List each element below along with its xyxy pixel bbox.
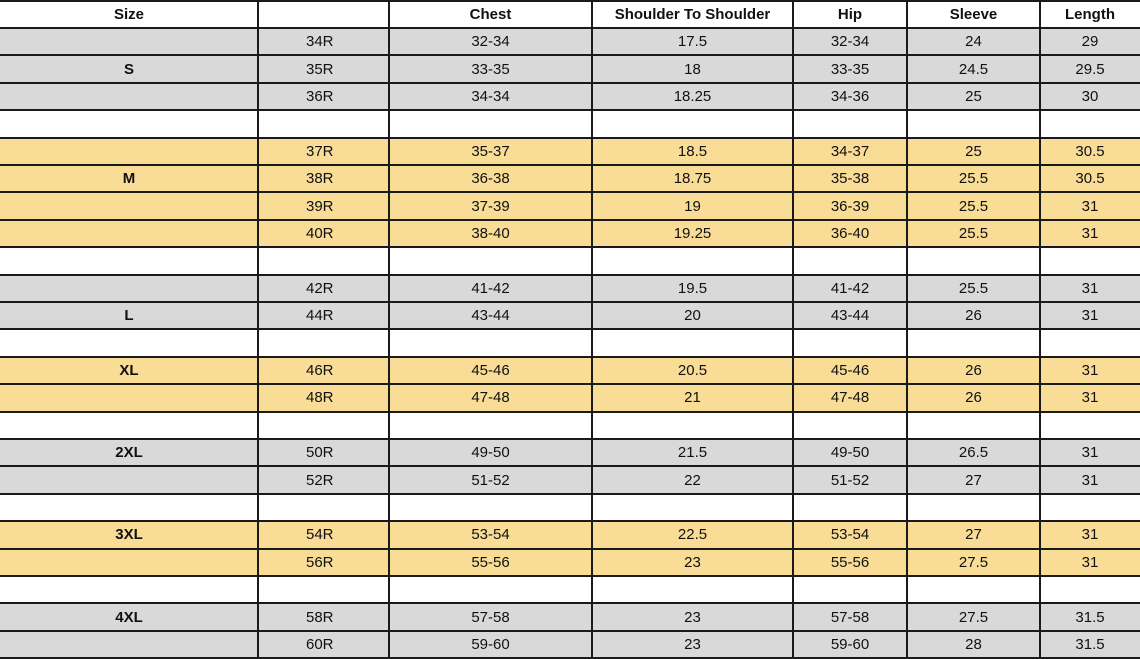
size-cell bbox=[0, 466, 258, 493]
hip-cell: 53-54 bbox=[793, 521, 907, 548]
size-cell: 4XL bbox=[0, 603, 258, 630]
length-cell: 31 bbox=[1040, 302, 1140, 329]
chest-cell: 53-54 bbox=[389, 521, 592, 548]
fit-code-cell: 56R bbox=[258, 549, 389, 576]
fit-code-cell: 36R bbox=[258, 83, 389, 110]
length-cell: 30 bbox=[1040, 83, 1140, 110]
spacer-cell bbox=[592, 247, 793, 274]
length-cell: 29.5 bbox=[1040, 55, 1140, 82]
spacer-cell bbox=[0, 576, 258, 603]
spacer-cell bbox=[1040, 247, 1140, 274]
sleeve-cell: 27 bbox=[907, 521, 1040, 548]
shoulder-cell: 18.25 bbox=[592, 83, 793, 110]
row-divider bbox=[0, 438, 1140, 440]
fit-code-cell: 40R bbox=[258, 220, 389, 247]
size-cell bbox=[0, 549, 258, 576]
row-divider bbox=[0, 356, 1140, 358]
column-divider bbox=[257, 0, 259, 658]
spacer-cell bbox=[793, 110, 907, 137]
column-divider bbox=[388, 0, 390, 658]
shoulder-cell: 21 bbox=[592, 384, 793, 411]
shoulder-cell: 23 bbox=[592, 603, 793, 630]
size-cell bbox=[0, 631, 258, 658]
spacer-cell bbox=[0, 412, 258, 439]
chest-header: Chest bbox=[389, 0, 592, 28]
length-cell: 31 bbox=[1040, 549, 1140, 576]
length-cell: 30.5 bbox=[1040, 138, 1140, 165]
row-divider bbox=[0, 328, 1140, 330]
length-cell: 29 bbox=[1040, 28, 1140, 55]
spacer-cell bbox=[1040, 329, 1140, 356]
hip-cell: 57-58 bbox=[793, 603, 907, 630]
fit-code-cell: 37R bbox=[258, 138, 389, 165]
size-cell bbox=[0, 28, 258, 55]
row-divider bbox=[0, 54, 1140, 56]
row-divider bbox=[0, 137, 1140, 139]
fit-code-cell: 35R bbox=[258, 55, 389, 82]
sleeve-cell: 26 bbox=[907, 384, 1040, 411]
row-divider bbox=[0, 27, 1140, 29]
chest-cell: 33-35 bbox=[389, 55, 592, 82]
size-cell bbox=[0, 275, 258, 302]
hip-cell: 41-42 bbox=[793, 275, 907, 302]
column-divider bbox=[1039, 0, 1041, 658]
column-divider bbox=[906, 0, 908, 658]
chest-cell: 36-38 bbox=[389, 165, 592, 192]
row-divider bbox=[0, 301, 1140, 303]
length-cell: 30.5 bbox=[1040, 165, 1140, 192]
spacer-cell bbox=[258, 576, 389, 603]
row-divider bbox=[0, 493, 1140, 495]
spacer-cell bbox=[907, 412, 1040, 439]
hip-cell: 35-38 bbox=[793, 165, 907, 192]
row-divider bbox=[0, 82, 1140, 84]
fit-code-cell: 46R bbox=[258, 357, 389, 384]
size-cell bbox=[0, 83, 258, 110]
spacer-cell bbox=[1040, 110, 1140, 137]
length-cell: 31 bbox=[1040, 220, 1140, 247]
hip-cell: 49-50 bbox=[793, 439, 907, 466]
spacer-cell bbox=[592, 110, 793, 137]
length-cell: 31 bbox=[1040, 521, 1140, 548]
spacer-cell bbox=[793, 494, 907, 521]
shoulder-cell: 23 bbox=[592, 631, 793, 658]
hip-cell: 33-35 bbox=[793, 55, 907, 82]
sleeve-cell: 26 bbox=[907, 357, 1040, 384]
shoulder-cell: 23 bbox=[592, 549, 793, 576]
sleeve-cell: 27 bbox=[907, 466, 1040, 493]
chest-cell: 35-37 bbox=[389, 138, 592, 165]
size-header: Size bbox=[0, 0, 258, 28]
spacer-cell bbox=[258, 110, 389, 137]
spacer-cell bbox=[258, 329, 389, 356]
length-cell: 31 bbox=[1040, 192, 1140, 219]
fit-code-cell: 39R bbox=[258, 192, 389, 219]
fit-code-cell: 50R bbox=[258, 439, 389, 466]
fit-code-cell: 60R bbox=[258, 631, 389, 658]
row-divider bbox=[0, 219, 1140, 221]
sleeve-cell: 25.5 bbox=[907, 220, 1040, 247]
size-cell bbox=[0, 138, 258, 165]
fit-code-cell: 44R bbox=[258, 302, 389, 329]
row-divider bbox=[0, 602, 1140, 604]
shoulder-cell: 21.5 bbox=[592, 439, 793, 466]
fit-code-header bbox=[258, 0, 389, 28]
row-divider bbox=[0, 520, 1140, 522]
size-cell: S bbox=[0, 55, 258, 82]
row-divider bbox=[0, 191, 1140, 193]
length-cell: 31.5 bbox=[1040, 631, 1140, 658]
chest-cell: 47-48 bbox=[389, 384, 592, 411]
column-divider bbox=[792, 0, 794, 658]
spacer-cell bbox=[907, 329, 1040, 356]
chest-cell: 57-58 bbox=[389, 603, 592, 630]
fit-code-cell: 52R bbox=[258, 466, 389, 493]
hip-cell: 43-44 bbox=[793, 302, 907, 329]
spacer-cell bbox=[592, 494, 793, 521]
hip-cell: 45-46 bbox=[793, 357, 907, 384]
size-cell: XL bbox=[0, 357, 258, 384]
fit-code-cell: 54R bbox=[258, 521, 389, 548]
chest-cell: 38-40 bbox=[389, 220, 592, 247]
spacer-cell bbox=[907, 494, 1040, 521]
sleeve-header: Sleeve bbox=[907, 0, 1040, 28]
size-cell bbox=[0, 192, 258, 219]
chest-cell: 32-34 bbox=[389, 28, 592, 55]
chest-cell: 34-34 bbox=[389, 83, 592, 110]
sleeve-cell: 24.5 bbox=[907, 55, 1040, 82]
chest-cell: 37-39 bbox=[389, 192, 592, 219]
hip-cell: 34-37 bbox=[793, 138, 907, 165]
hip-cell: 34-36 bbox=[793, 83, 907, 110]
chest-cell: 43-44 bbox=[389, 302, 592, 329]
chest-cell: 45-46 bbox=[389, 357, 592, 384]
sleeve-cell: 27.5 bbox=[907, 549, 1040, 576]
spacer-cell bbox=[1040, 412, 1140, 439]
shoulder-cell: 19 bbox=[592, 192, 793, 219]
row-divider bbox=[0, 383, 1140, 385]
shoulder-cell: 22.5 bbox=[592, 521, 793, 548]
sleeve-cell: 24 bbox=[907, 28, 1040, 55]
row-divider bbox=[0, 630, 1140, 632]
hip-cell: 36-39 bbox=[793, 192, 907, 219]
fit-code-cell: 34R bbox=[258, 28, 389, 55]
sleeve-cell: 26.5 bbox=[907, 439, 1040, 466]
hip-cell: 32-34 bbox=[793, 28, 907, 55]
spacer-cell bbox=[793, 329, 907, 356]
row-divider bbox=[0, 411, 1140, 413]
shoulder-cell: 18 bbox=[592, 55, 793, 82]
size-cell: 2XL bbox=[0, 439, 258, 466]
chest-cell: 51-52 bbox=[389, 466, 592, 493]
spacer-cell bbox=[1040, 494, 1140, 521]
size-cell bbox=[0, 384, 258, 411]
shoulder-cell: 20 bbox=[592, 302, 793, 329]
hip-cell: 47-48 bbox=[793, 384, 907, 411]
hip-cell: 55-56 bbox=[793, 549, 907, 576]
row-divider bbox=[0, 465, 1140, 467]
sleeve-cell: 26 bbox=[907, 302, 1040, 329]
length-cell: 31 bbox=[1040, 357, 1140, 384]
sleeve-cell: 25 bbox=[907, 138, 1040, 165]
chest-cell: 59-60 bbox=[389, 631, 592, 658]
spacer-cell bbox=[592, 576, 793, 603]
sleeve-cell: 25.5 bbox=[907, 165, 1040, 192]
length-cell: 31 bbox=[1040, 275, 1140, 302]
spacer-cell bbox=[0, 329, 258, 356]
spacer-cell bbox=[793, 247, 907, 274]
spacer-cell bbox=[0, 247, 258, 274]
shoulder-cell: 22 bbox=[592, 466, 793, 493]
spacer-cell bbox=[907, 110, 1040, 137]
row-divider bbox=[0, 575, 1140, 577]
row-divider bbox=[0, 0, 1140, 2]
spacer-cell bbox=[258, 247, 389, 274]
length-cell: 31 bbox=[1040, 384, 1140, 411]
fit-code-cell: 48R bbox=[258, 384, 389, 411]
fit-code-cell: 58R bbox=[258, 603, 389, 630]
spacer-cell bbox=[258, 494, 389, 521]
row-divider bbox=[0, 548, 1140, 550]
spacer-cell bbox=[258, 412, 389, 439]
spacer-cell bbox=[389, 110, 592, 137]
hip-cell: 36-40 bbox=[793, 220, 907, 247]
chest-cell: 41-42 bbox=[389, 275, 592, 302]
spacer-cell bbox=[907, 247, 1040, 274]
size-cell bbox=[0, 220, 258, 247]
sleeve-cell: 25 bbox=[907, 83, 1040, 110]
hip-cell: 51-52 bbox=[793, 466, 907, 493]
shoulder-cell: 18.5 bbox=[592, 138, 793, 165]
spacer-cell bbox=[1040, 576, 1140, 603]
spacer-cell bbox=[0, 494, 258, 521]
sleeve-cell: 28 bbox=[907, 631, 1040, 658]
spacer-cell bbox=[592, 412, 793, 439]
length-cell: 31.5 bbox=[1040, 603, 1140, 630]
hip-header: Hip bbox=[793, 0, 907, 28]
shoulder-header: Shoulder To Shoulder bbox=[592, 0, 793, 28]
row-divider bbox=[0, 164, 1140, 166]
row-divider bbox=[0, 274, 1140, 276]
sleeve-cell: 25.5 bbox=[907, 192, 1040, 219]
length-header: Length bbox=[1040, 0, 1140, 28]
sleeve-cell: 27.5 bbox=[907, 603, 1040, 630]
spacer-cell bbox=[907, 576, 1040, 603]
row-divider bbox=[0, 109, 1140, 111]
length-cell: 31 bbox=[1040, 466, 1140, 493]
column-divider bbox=[591, 0, 593, 658]
fit-code-cell: 42R bbox=[258, 275, 389, 302]
spacer-cell bbox=[389, 412, 592, 439]
shoulder-cell: 20.5 bbox=[592, 357, 793, 384]
spacer-cell bbox=[793, 412, 907, 439]
fit-code-cell: 38R bbox=[258, 165, 389, 192]
shoulder-cell: 19.5 bbox=[592, 275, 793, 302]
spacer-cell bbox=[793, 576, 907, 603]
spacer-cell bbox=[389, 576, 592, 603]
row-divider bbox=[0, 246, 1140, 248]
shoulder-cell: 19.25 bbox=[592, 220, 793, 247]
size-cell: M bbox=[0, 165, 258, 192]
hip-cell: 59-60 bbox=[793, 631, 907, 658]
spacer-cell bbox=[0, 110, 258, 137]
shoulder-cell: 18.75 bbox=[592, 165, 793, 192]
length-cell: 31 bbox=[1040, 439, 1140, 466]
chest-cell: 49-50 bbox=[389, 439, 592, 466]
size-cell: 3XL bbox=[0, 521, 258, 548]
size-cell: L bbox=[0, 302, 258, 329]
shoulder-cell: 17.5 bbox=[592, 28, 793, 55]
spacer-cell bbox=[592, 329, 793, 356]
spacer-cell bbox=[389, 329, 592, 356]
spacer-cell bbox=[389, 247, 592, 274]
sleeve-cell: 25.5 bbox=[907, 275, 1040, 302]
spacer-cell bbox=[389, 494, 592, 521]
chest-cell: 55-56 bbox=[389, 549, 592, 576]
